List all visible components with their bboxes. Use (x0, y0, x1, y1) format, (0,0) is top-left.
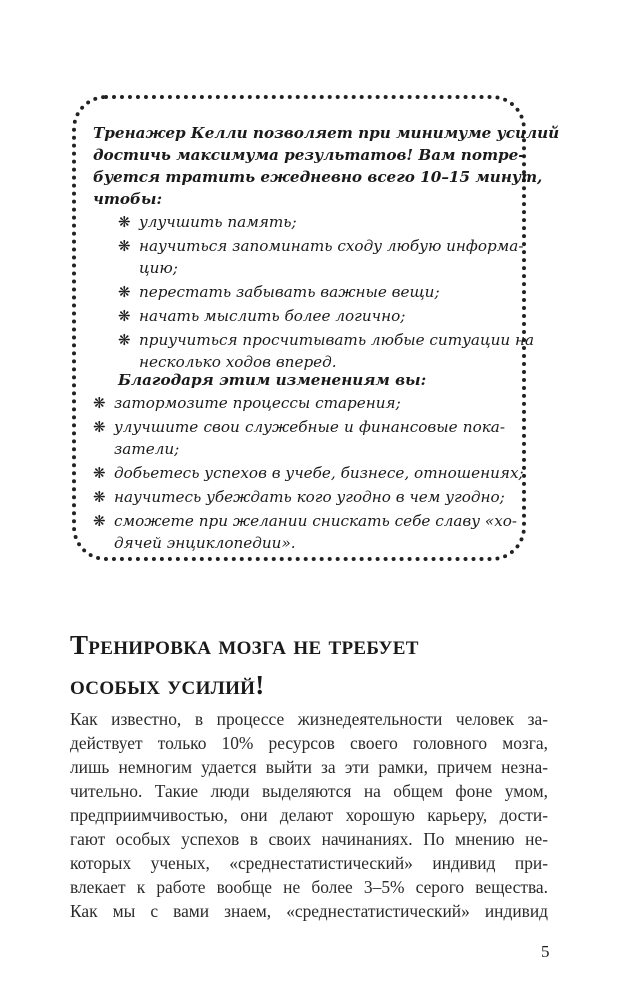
intro-line: чтобы: (93, 190, 163, 208)
bullet-icon: ❋ (118, 331, 131, 349)
bullet-icon: ❋ (93, 488, 106, 506)
list-item-text: затормозите процессы старения; (114, 394, 401, 412)
bullet-icon: ❋ (93, 512, 106, 530)
list-item-text: сможете при желании снискать себе славу «хо- (114, 512, 518, 530)
list-item-text: несколько ходов вперед. (139, 353, 337, 371)
intro-line: достичь максимума результатов! Вам потре- (93, 146, 525, 164)
list-item-text: затели; (114, 440, 180, 458)
bullet-icon: ❋ (118, 237, 131, 255)
bullet-icon: ❋ (118, 283, 131, 301)
body-line: Как известно, в процессе жизнедеятельности человек за- (70, 709, 548, 729)
section-heading-line-2: особых усилий! (70, 670, 265, 700)
body-line: предприимчивостью, они делают хорошую карьеру, дости- (70, 805, 548, 825)
list-item-text: улучшить память; (139, 213, 297, 231)
bullet-icon: ❋ (118, 213, 131, 231)
bullet-icon: ❋ (93, 418, 106, 436)
body-line: действует только 10% ресурсов своего головного мозга, (70, 733, 548, 753)
list-item-text: добьетесь успехов в учебе, бизнесе, отношениях; (114, 464, 524, 482)
box-subheading: Благодаря этим изменениям вы: (118, 371, 427, 389)
list-item-text: улучшите свои служебные и финансовые пока- (114, 418, 505, 436)
body-line: Как мы с вами знаем, «среднестатистический» индивид (70, 901, 548, 921)
bullet-icon: ❋ (93, 394, 106, 412)
list-item-text: научитесь убеждать кого угодно в чем угодно; (114, 488, 505, 506)
body-line: чительно. Такие люди выделяются на общем фоне умом, (70, 781, 548, 801)
list-item-text: научиться запоминать сходу любую информа- (139, 237, 524, 255)
page-number: 5 (541, 942, 550, 961)
body-line: влекает к работе вообще не более 3–5% серого вещества. (70, 877, 548, 897)
list-item-text: начать мыслить более логично; (139, 307, 406, 325)
intro-line: Тренажер Келли позволяет при минимуме усилий (93, 124, 560, 142)
bullet-icon: ❋ (93, 464, 106, 482)
body-line: которых ученых, «среднестатистический» индивид при- (70, 853, 548, 873)
list-item-text: приучиться просчитывать любые ситуации на (139, 331, 535, 349)
list-item-text: цию; (139, 259, 178, 277)
bullet-icon: ❋ (118, 307, 131, 325)
intro-line: буется тратить ежедневно всего 10–15 минут, (93, 168, 543, 186)
list-item-text: дячей энциклопедии». (114, 534, 296, 552)
section-heading-line-1: Тренировка мозга не требует (70, 630, 419, 660)
body-line: гают особых успехов в своих начинаниях. По мнению не- (70, 829, 548, 849)
body-line: лишь немногим удается выйти за эти рамки, причем незна- (70, 757, 548, 777)
list-item-text: перестать забывать важные вещи; (139, 283, 440, 301)
